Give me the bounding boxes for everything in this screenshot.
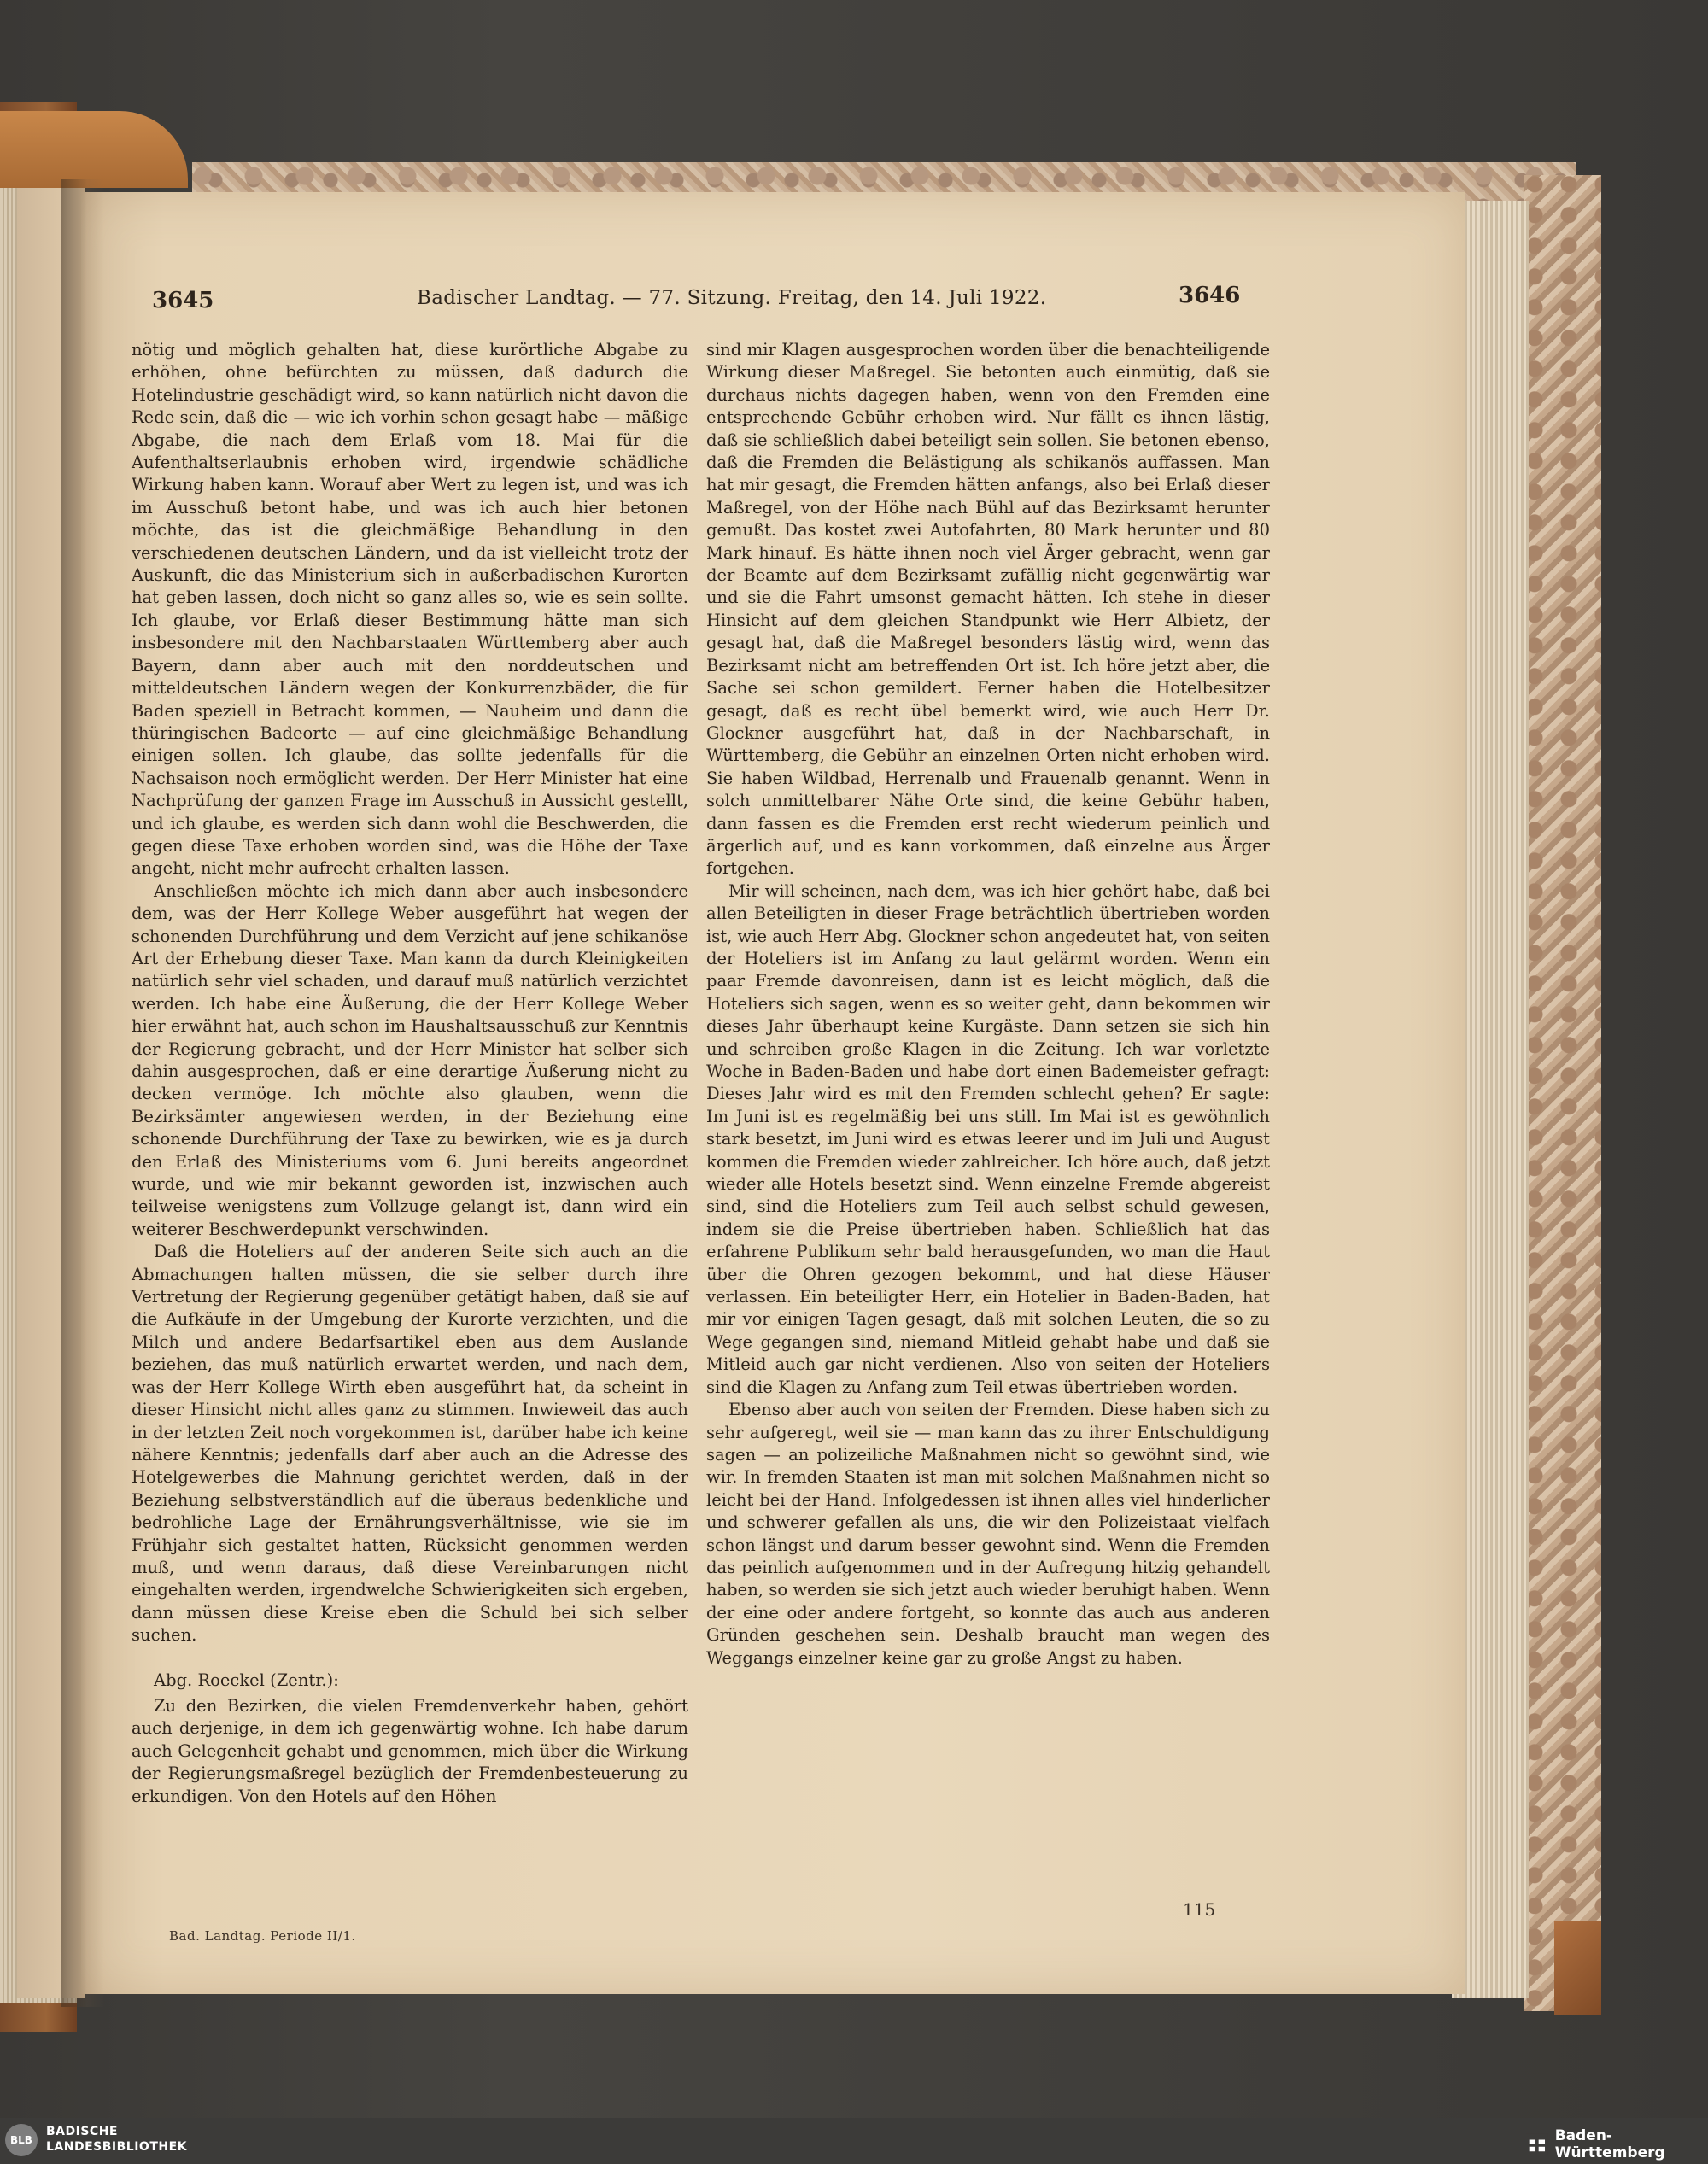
paragraph: Mir will scheinen, nach dem, was ich hier gehört habe, daß bei allen Beteiligten in dieser Frage beträchtlich übertrieben worden ist, wie auch Herr Abg. Glockner schon angedeutet hat, von seiten der Hoteliers ist im Anfang zu laut gelärmt worden. Wenn ein paar Fremde davonreisen, dann ist es leicht möglich, daß die Hoteliers sich sagen, wenn es so weiter geht, dann bekommen wir dieses Jahr überhaupt keine Kurgäste. Dann setzen sie sich hin und schreiben große Klagen in die Zeitung. Ich war vorletzte Woche in Baden-Baden und habe dort einen Bademeister gefragt: Dieses Jahr wird es mit den Fremden schlecht gehen? Er sagte: Im Juni ist es regelmäßig bei uns still. Im Mai ist es gewöhnlich stark besetzt, im Juni wird es etwas leerer und im Juli und August kommen die Fremden wieder zahlreicher. Ich höre auch, daß jetzt wieder alle Hotels besetzt sind. Wenn einzelne Fremde abgereist sind, sind die Hoteliers zum Teil auch selbst schuld gewesen, indem sie die Preise übertrieben haben. Schließlich hat das erfahrene Publikum sehr bald herausgefunden, wo man die Haut über die Ohren gezogen bekommt, und hat diese Häuser verlassen. Ein beteiligter Herr, ein Hotelier in Baden-Baden, hat mir vor einigen Tagen gesagt, daß mit solchen Leuten, die so zu Wege gegangen sind, niemand Mitleid gehabt habe und daß sie Mitleid auch gar nicht verdienen. Also von seiten der Hoteliers sind die Klagen zu Anfang zum Teil etwas übertrieben worden. xyxy=(706,880,1270,1397)
signature-line: Bad. Landtag. Periode II/1. xyxy=(169,1928,356,1944)
marbled-endpaper-right xyxy=(1524,175,1601,2011)
bw-brand[interactable] xyxy=(1526,2127,1708,2161)
blb-logo-icon[interactable]: BLB xyxy=(5,2124,38,2156)
bw-label: Baden-Württemberg xyxy=(1554,2127,1665,2161)
blb-line-2: LANDESBIBLIOTHEK xyxy=(46,2140,188,2154)
viewer-bottom-bar xyxy=(0,2118,1708,2164)
paragraph: Ebenso aber auch von seiten der Fremden. Diese haben sich zu sehr aufgeregt, weil sie — man kann das zu ihrer Entschuldigung sagen — an polizeiliche Maßnahmen nicht so gewöhnt sind, wie wir. In fremden Staaten ist man mit solchen Maßnahmen nicht so leicht bei der Hand. Infolgedessen ist ihnen alles viel hinderlicher und schwerer gefallen als uns, die wir den Polizeistaat vielfach schon längst und darum besser gewohnt sind. Wenn die Fremden das peinlich aufgenommen und in der Aufregung hitzig gehandelt haben, so werden sie sich jetzt auch wieder beruhigt haben. Wenn der eine oder andere fortgeht, so konnte das auch aus anderen Gründen geschehen sein. Deshalb braucht man wegen des Weggangs einzelner keine gar zu große Angst zu haben. xyxy=(706,1400,1270,1668)
paragraph: Daß die Hoteliers auf der anderen Seite sich auch an die Abmachungen halten müssen, die sie selber durch ihre Vertretung der Regierung gegenüber getätigt haben, daß sie auf die Aufkäufe in der Umgebung der Kurorte verzichten, und die Milch und andere Bedarfsartikel eben aus dem Auslande beziehen, das muß natürlich erwartet werden, und nach dem, was der Herr Kollege Wirth eben ausgeführt hat, da scheint in dieser Hinsicht nicht alles ganz zu stimmen. Inwieweit das auch in der letzten Zeit noch vorgekommen ist, darüber habe ich keine nähere Kenntnis; jedenfalls darf aber auch an die Adresse des Hotelgewerbes die Mahnung gerichtet werden, daß in der Beziehung selbstverständlich auf die überaus bedenkliche und bedrohliche Lage der Ernährungsverhältnisse, wie sie im Frühjahr sich gestaltet hatten, Rücksicht genommen werden muß, und wenn daraus, daß diese Vereinbarungen nicht eingehalten werden, irgendwelche Schwierigkeiten sich ergeben, dann müssen diese Kreise eben die Schuld bei sich selber suchen. xyxy=(132,1242,688,1646)
paragraph: Zu den Bezirken, die vielen Fremdenverkehr haben, gehört auch derjenige, in dem ich gegenwärtig wohne. Ich habe darum auch Gelegenheit gehabt und genommen, mich über die Wirkung der Regierungsmaßregel bezüglich der Fremdenbesteuerung zu erkundigen. Von den Hotels auf den Höhen xyxy=(132,1695,688,1806)
running-header: Badischer Landtag. — 77. Sitzung. Freitag, den 14. Juli 1922. xyxy=(417,287,1047,309)
binding-ribbon xyxy=(0,111,188,188)
cover-corner xyxy=(1554,1921,1601,2015)
blb-library-name[interactable] xyxy=(46,2124,187,2155)
speaker-heading: Abg. Roeckel (Zentr.): xyxy=(154,1670,339,1690)
paragraph: nötig und möglich gehalten hat, diese kurörtliche Abgabe zu erhöhen, ohne befürchten zu müssen, daß dadurch die Hotelindustrie geschädigt wird, so kann natürlich nicht davon die Rede sein, daß die — wie ich vorhin schon gesagt habe — mäßige Abgabe, die nach dem Erlaß vom 18. Mai für die Aufenthaltserlaubnis erhoben wird, irgendwie schädliche Wirkung haben kann. Worauf aber Wert zu legen ist, und was ich im Ausschuß betont habe, und was ich auch hier betonen möchte, das ist die gleichmäßige Behandlung in den verschiedenen deutschen Ländern, und da ist vielleicht trotz der Auskunft, die das Ministerium sich in außerbadischen Kurorten hat geben lassen, doch nicht so ganz alles so, wie es sein sollte. Ich glaube, vor Erlaß dieser Bestimmung hätte man sich insbesondere mit den Nachbarstaaten Württemberg aber auch Bayern, dann aber auch mit den norddeutschen und mitteldeutschen Ländern wegen der Konkurrenzbäder, die für Baden speziell in Betracht kommen, — Nauheim und dann die thüringischen Badeorte — auf eine gleichmäßige Behandlung einigen sollen. Ich glaube, das sollte jedenfalls für die Nachsaison noch ermöglicht werden. Der Herr Minister hat eine Nachprüfung der ganzen Frage im Ausschuß in Aussicht gestellt, und ich glaube, es werden sich dann wohl die Beschwerden, die gegen diese Taxe erhoben worden sind, was die Höhe der Taxe angeht, nicht mehr aufrecht erhalten lassen. xyxy=(132,340,688,879)
sheet-number: 115 xyxy=(1183,1899,1216,1920)
text-column-left xyxy=(132,339,688,1808)
blb-line-1: BADISCHE xyxy=(46,2125,118,2138)
paragraph: Anschließen möchte ich mich dann aber auch insbesondere dem, was der Herr Kollege Weber ausgeführt hat wegen der schonenden Durchführung und dem Verzicht auf jene schikanöse Art der Erhebung dieser Taxe. Man kann da durch Kleinigkeiten natürlich sehr viel schaden, und darauf muß natürlich verzichtet werden. Ich habe eine Äußerung, die der Herr Kollege Weber hier erwähnt hat, auch schon im Haushaltsausschuß zur Kenntnis der Regierung gebracht, und der Herr Minister hat selber sich dahin ausgesprochen, daß er eine derartige Äußerung nicht zu decken vermöge. Ich möchte also glauben, wenn die Bezirksämter angewiesen werden, in der Beziehung eine schonende Durchführung der Taxe zu bewirken, wie es ja durch den Erlaß des Ministeriums vom 6. Juni bereits angeordnet wurde, und wie mir bekannt geworden ist, inzwischen auch teilweise wenigstens zum Vollzuge gelangt ist, dann wird ein weiterer Beschwerdepunkt verschwinden. xyxy=(132,880,688,1239)
paragraph: sind mir Klagen ausgesprochen worden über die benachteiligende Wirkung dieser Maßregel. Sie betonten auch einmütig, daß sie durchaus nichts dagegen haben, wenn von den Fremden eine entsprechende Gebühr erhoben wird. Nur fällt es ihnen lästig, daß sie schließlich dabei beteiligt sein sollen. Sie betonen ebenso, daß die Fremden die Belästigung als schikanös auffassen. Man hat mir gesagt, die Fremden hätten anfangs, also bei Erlaß dieser Maßregel, von der Höhe nach Bühl auf das Bezirksamt herunter gemußt. Das kostet zwei Autofahrten, 80 Mark herunter und 80 Mark hinauf. Es hätte ihnen noch viel Ärger gebracht, wenn gar der Beamte auf dem Bezirksamt zufällig nicht gegenwärtig war und sie die Fahrt umsonst gemacht hätten. Ich stehe in dieser Hinsicht auf dem gleichen Standpunkt wie Herr Albietz, der gesagt hat, daß die Maßregel besonders lästig wird, wenn das Bezirksamt nicht am betreffenden Ort ist. Ich höre jetzt aber, die Sache sei schon gemildert. Ferner haben die Hotelbesitzer gesagt, daß es recht übel bemerkt wird, wie auch Herr Dr. Glockner ausgeführt hat, daß in der Nachbarschaft, in Württemberg, die Gebühr an einzelnen Orten nicht erhoben wird. Sie haben Wildbad, Herrenalb und Frauenalb genannt. Wenn in solch unmittelbarer Nähe Orte sind, die keine Gebühr haben, dann fassen es die Fremden erst recht wiederum peinlich und ärgerlich auf, und es kann vorkommen, daß einzelne aus Ärger fortgehen. xyxy=(706,340,1270,879)
text-column-right xyxy=(706,339,1270,1670)
bw-lions-icon xyxy=(1526,2132,1548,2156)
page-number-right: 3646 xyxy=(1179,283,1241,308)
gutter-shadow xyxy=(61,179,104,2007)
page-number-left: 3645 xyxy=(152,288,214,313)
